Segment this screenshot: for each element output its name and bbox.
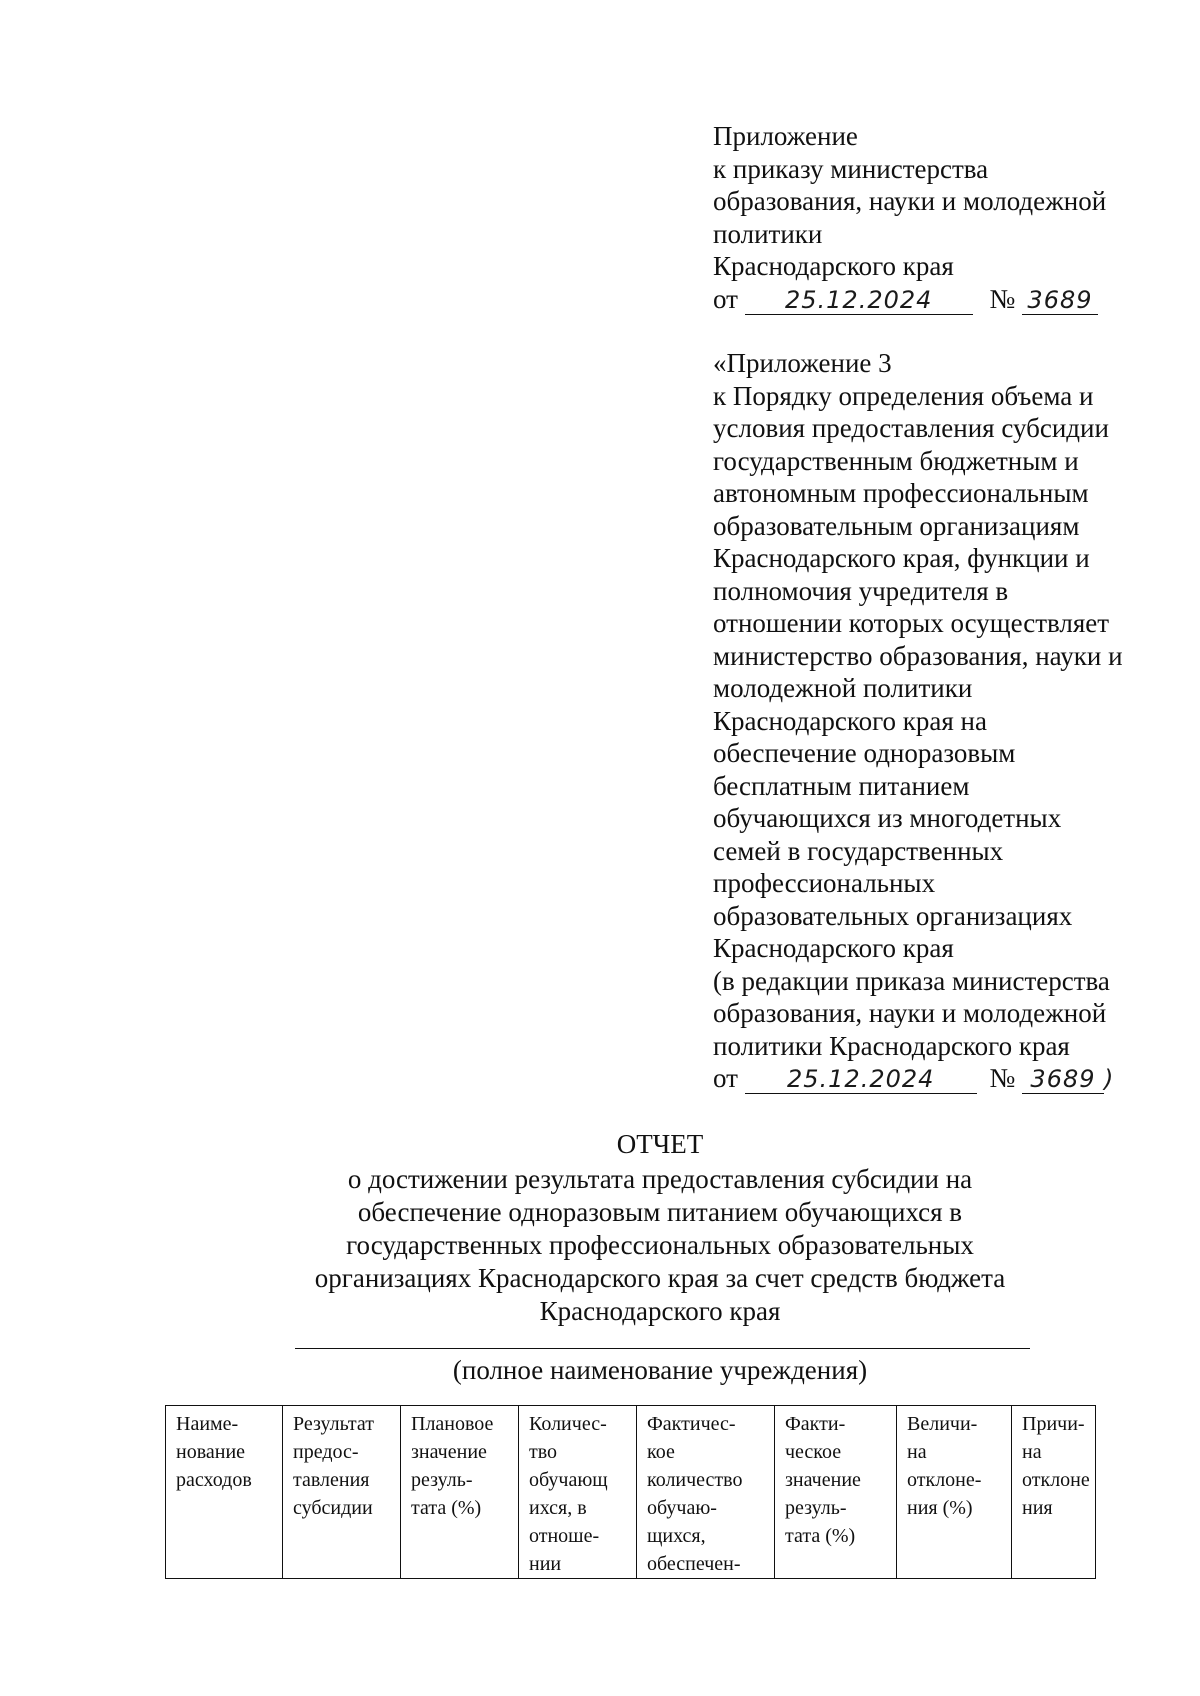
date-prefix: от [713,1063,738,1093]
appendix3-line: образовательных организациях [713,900,1073,931]
appendix-date-line [713,283,1106,316]
number-prefix: № [989,283,1016,314]
closing-paren: ) [1103,1065,1115,1093]
appendix3-line: семей в государственных [713,835,1004,866]
column-header: Плановое значение резуль- тата (%) [401,1406,519,1579]
number-prefix: № [989,1063,1016,1093]
appendix-line: Приложение [713,121,858,151]
appendix3-line: к Порядку определения объема и [713,380,1094,411]
appendix-line: политики [713,218,823,249]
handwritten-date: 25.12.2024 [745,1065,977,1094]
appendix3-line: политики Краснодарского края [713,1030,1070,1061]
appendix3-line: (в редакции приказа министерства [713,965,1110,996]
column-header: Наиме- нование расходов [166,1406,283,1579]
subtitle-line: государственных профессиональных образовательных [346,1230,974,1260]
appendix3-line: полномочия учредителя в [713,575,1009,606]
subtitle-line: Краснодарского края [539,1296,781,1326]
appendix3-line: обеспечение одноразовым [713,738,1016,768]
table-header-row [166,1406,1096,1579]
institution-name-line [295,1348,1030,1349]
appendix-line: к приказу министерства [713,153,989,184]
handwritten-number: 3689 [1022,1065,1104,1094]
appendix3-line: обучающихся из многодетных [713,803,1062,833]
appendix3-line: Краснодарского края на [713,705,987,736]
appendix-header [713,120,1106,315]
appendix-line: образования, науки и молодежной [713,186,1107,216]
column-header: Количес- тво обучающ ихся, в отноше- нии [519,1406,637,1579]
subtitle-line: обеспечение одноразовым питанием обучающихся в [357,1197,963,1227]
handwritten-date: 25.12.2024 [745,286,973,315]
date-prefix: от [713,283,738,314]
report-subtitle [250,1163,1070,1328]
appendix-line: Краснодарского края [713,251,954,281]
appendix3-line: отношении которых осуществляет [713,608,1110,638]
appendix3-header [713,347,1123,1096]
appendix3-line: профессиональных [713,868,936,898]
appendix3-line: Краснодарского края [713,933,954,963]
appendix3-line: автономным профессиональным [713,478,1089,508]
column-header: Результат предос- тавления субсидии [283,1406,401,1579]
column-header: Величи- на отклоне- ния (%) [897,1406,1012,1579]
appendix3-line: образования, науки и молодежной [713,998,1107,1028]
appendix3-line: министерство образования, науки и [713,640,1123,671]
appendix3-line: молодежной политики [713,673,973,703]
column-header: Фактичес- кое количество обучаю- щихся, обеспечен- [637,1406,775,1579]
report-table [165,1405,1096,1579]
column-header: Причи- на отклоне ния [1012,1406,1096,1579]
appendix3-line: образовательным организациям [713,510,1080,541]
appendix3-line: условия предоставления субсидии [713,413,1109,443]
appendix3-line: Краснодарского края, функции и [713,543,1090,573]
column-header: Факти- ческое значение резуль- тата (%) [775,1406,897,1579]
subtitle-line: о достижении результата предоставления субсидии на [347,1164,973,1194]
institution-caption: (полное наименование учреждения) [452,1355,868,1385]
appendix3-line: бесплатным питанием [713,770,970,801]
subtitle-line: организациях Краснодарского края за счет средств бюджета [314,1263,1006,1293]
handwritten-number: 3689 [1022,286,1098,315]
appendix3-line: «Приложение 3 [713,348,892,378]
report-title: ОТЧЕТ [616,1129,704,1159]
appendix3-line: государственным бюджетным и [713,445,1079,476]
appendix3-date-line [713,1062,1123,1096]
